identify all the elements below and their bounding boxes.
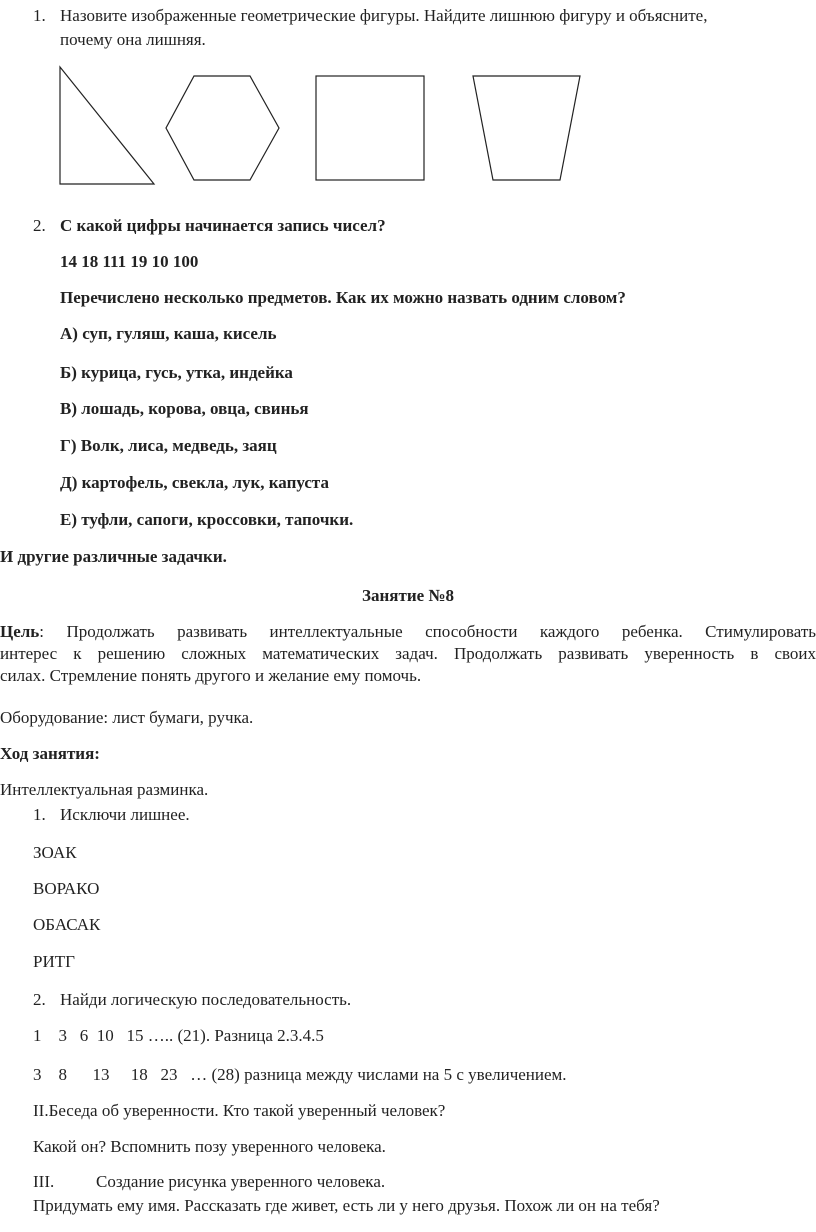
word-item: ВОРАКО <box>33 879 100 898</box>
task2-numbers: 14 18 111 19 10 100 <box>60 252 199 271</box>
section3-line1: Создание рисунка уверенного человека. <box>96 1172 386 1191</box>
goal-line3: силах. Стремление понять другого и желание ему помочь. <box>0 666 422 685</box>
task2-number: 2. <box>33 216 46 235</box>
task2-item-d: Д) картофель, свекла, лук, капуста <box>60 473 329 492</box>
task1-text-line1: Назовите изображенные геометрические фигуры. Найдите лишнюю фигуру и объясните, <box>60 6 708 25</box>
goal-line2: интерес к решению сложных математических задач. Продолжать развивать уверенность в своих <box>0 644 816 663</box>
goal-line1: Цель: Продолжать развивать интеллектуальные способности каждого ребенка. Стимулировать <box>0 622 816 641</box>
trapezoid-shape <box>473 76 580 180</box>
task1-text-line2: почему она лишняя. <box>60 30 206 49</box>
task2-item-a: А) суп, гуляш, каша, кисель <box>60 324 277 343</box>
word-item: ОБАСАК <box>33 915 101 934</box>
warmup-task2-number: 2. <box>33 990 46 1009</box>
section3-line2: Придумать ему имя. Рассказать где живет, есть ли у него друзья. Похож ли он на тебя? <box>33 1196 660 1215</box>
word-item: РИТГ <box>33 952 75 971</box>
task2-item-e: Е) туфли, сапоги, кроссовки, тапочки. <box>60 510 354 529</box>
section2-line2: Какой он? Вспомнить позу уверенного человека. <box>33 1137 386 1156</box>
task2-question2: Перечислено несколько предметов. Как их можно назвать одним словом? <box>60 288 626 307</box>
other-tasks-note: И другие различные задачки. <box>0 547 227 566</box>
square-shape <box>316 76 424 180</box>
course-heading: Ход занятия: <box>0 744 100 763</box>
task2-item-b: Б) курица, гусь, утка, индейка <box>60 363 293 382</box>
warmup-task1-number: 1. <box>33 805 46 824</box>
goal-label: Цель <box>0 622 40 641</box>
goal-paragraph <box>0 621 816 687</box>
warmup-task2-text: Найди логическую последовательность. <box>60 990 352 1009</box>
equipment-text: Оборудование: лист бумаги, ручка. <box>0 708 254 727</box>
warmup-task1-text: Исключи лишнее. <box>60 805 190 824</box>
sequence-2: 3 8 13 18 23 … (28) разница между числами на 5 с увеличением. <box>33 1065 567 1084</box>
task1-number: 1. <box>33 6 46 25</box>
lesson-title: Занятие №8 <box>362 586 454 605</box>
section2-line1: II.Беседа об уверенности. Кто такой уверенный человек? <box>33 1101 446 1120</box>
task2-item-v: В) лошадь, корова, овца, свинья <box>60 399 309 418</box>
word-item: ЗОАК <box>33 843 77 862</box>
task2-question: С какой цифры начинается запись чисел? <box>60 216 386 235</box>
geometric-shapes-figure <box>0 60 816 200</box>
hexagon-shape <box>166 76 279 180</box>
sequence-1: 1 3 6 10 15 ….. (21). Разница 2.3.4.5 <box>33 1026 324 1045</box>
section3-number: III. <box>33 1172 55 1191</box>
task2-item-g: Г) Волк, лиса, медведь, заяц <box>60 436 277 455</box>
warmup-text: Интеллектуальная разминка. <box>0 780 209 799</box>
triangle-shape <box>60 67 154 184</box>
